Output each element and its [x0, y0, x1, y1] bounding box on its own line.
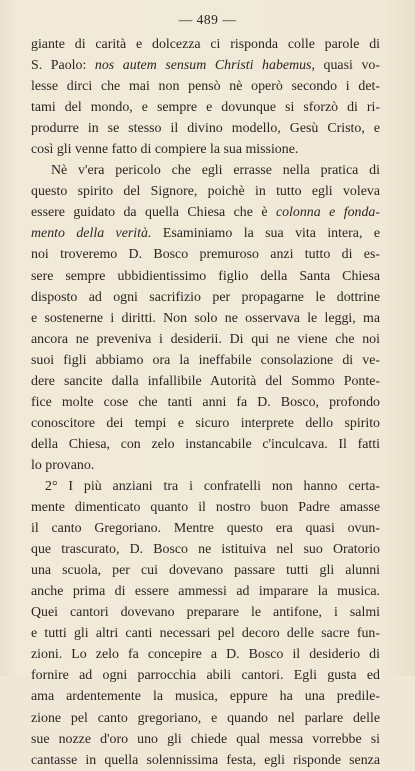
text-line: ama ardentemente la musica, eppure ha una predile-: [31, 689, 380, 705]
text-line: 2° I più anziani tra i confratelli non hanno certa-: [45, 478, 380, 494]
text-line: ancora ne preveniva i desiderii. Di qui ne viene che noi: [31, 331, 380, 347]
text-line: sue nozze d'oro uno gli chiede qual messa vorrebbe si: [31, 731, 380, 747]
text-line: que trascurato, D. Bosco ne istituiva nel suo Oratorio: [31, 542, 380, 558]
text-line: questo spirito del Signore, poichè in tutto egli voleva: [31, 184, 380, 200]
text-line: dere sancite dalla infallibile Autorità del Sommo Ponte-: [31, 373, 380, 389]
text-line: mente dimenticato quanto il nostro buon Padre amasse: [31, 500, 380, 516]
text-line: produrre in se stesso il divino modello, Gesù Cristo, e: [31, 121, 380, 137]
body-text: [31, 34, 380, 771]
text-line: conoscitore dei tempi e sicuro interprete dello spirito: [31, 415, 380, 431]
text-segment: quasi vo-: [314, 58, 380, 74]
italic-quote: nos autem sensum Christi habemus,: [94, 58, 315, 74]
text-line: sere sempre ubbidientissimo figlio della Santa Chiesa: [31, 268, 380, 284]
text-line: della Chiesa, con zelo instancabile c'inculcava. Il fatti: [31, 436, 380, 452]
text-line: zioni. Lo zelo fa concepire a D. Bosco il desiderio di: [31, 647, 380, 663]
text-line: lesse dirci che mai non pensò nè operò secondo i det-: [31, 79, 380, 95]
text-line: Nè v'era pericolo che egli errasse nella pratica di: [51, 163, 380, 179]
text-line: e tutti gli altri canti necessari pel decoro delle sacre fun-: [31, 626, 380, 642]
text-line: suoi figli abbiamo ora la ineffabile consolazione di ve-: [31, 352, 380, 368]
text-line: zione pel canto gregoriano, e quando nel parlare delle: [31, 710, 380, 726]
text-line: [31, 202, 380, 223]
text-line: disposto ad ogni sacrifizio per propagarne le dottrine: [31, 289, 380, 305]
text-segment: essere guidato da quella Chiesa che è: [31, 205, 276, 221]
page-number: — 489 —: [178, 12, 237, 27]
text-line: Quei cantori dovevano preparare le antifone, i salmi: [31, 605, 380, 621]
text-line: fice molte cose che tanti anni fa D. Bosco, profondo: [31, 394, 380, 410]
text-line: anche prima di essere ammessi ad imparare la musica.: [31, 584, 380, 600]
text-line: lo provano.: [31, 457, 95, 473]
text-line: noi troveremo D. Bosco premuroso anzi tutto di es-: [31, 247, 380, 263]
italic-phrase: mento della verità.: [31, 226, 152, 242]
text-segment: S. Paolo:: [31, 58, 95, 74]
text-line: una scuola, per cui dovevano passare tutti gli alunni: [31, 563, 380, 579]
text-line: [31, 55, 380, 76]
text-line: così gli venne fatto di compiere la sua missione.: [31, 142, 299, 158]
text-line: e sostenerne i diritti. Non solo ne osservava le leggi, ma: [31, 310, 380, 326]
text-segment: Esaminiamo la sua vita intera, e: [151, 226, 380, 242]
text-line: il canto Gregoriano. Mentre questo era quasi ovun-: [31, 521, 380, 537]
text-line: giante di carità e dolcezza ci risponda colle parole di: [31, 37, 380, 52]
text-line: fornire ad ogni parrocchia abili cantori. Egli gusta ed: [31, 668, 380, 684]
text-line: [31, 223, 380, 244]
text-line: cantasse in quella solennissima festa, egli risponde senza: [31, 752, 380, 768]
text-line: tami del mondo, e sempre e dovunque si sforzò di ri-: [31, 100, 380, 116]
italic-phrase: colonna e fonda-: [275, 205, 380, 221]
